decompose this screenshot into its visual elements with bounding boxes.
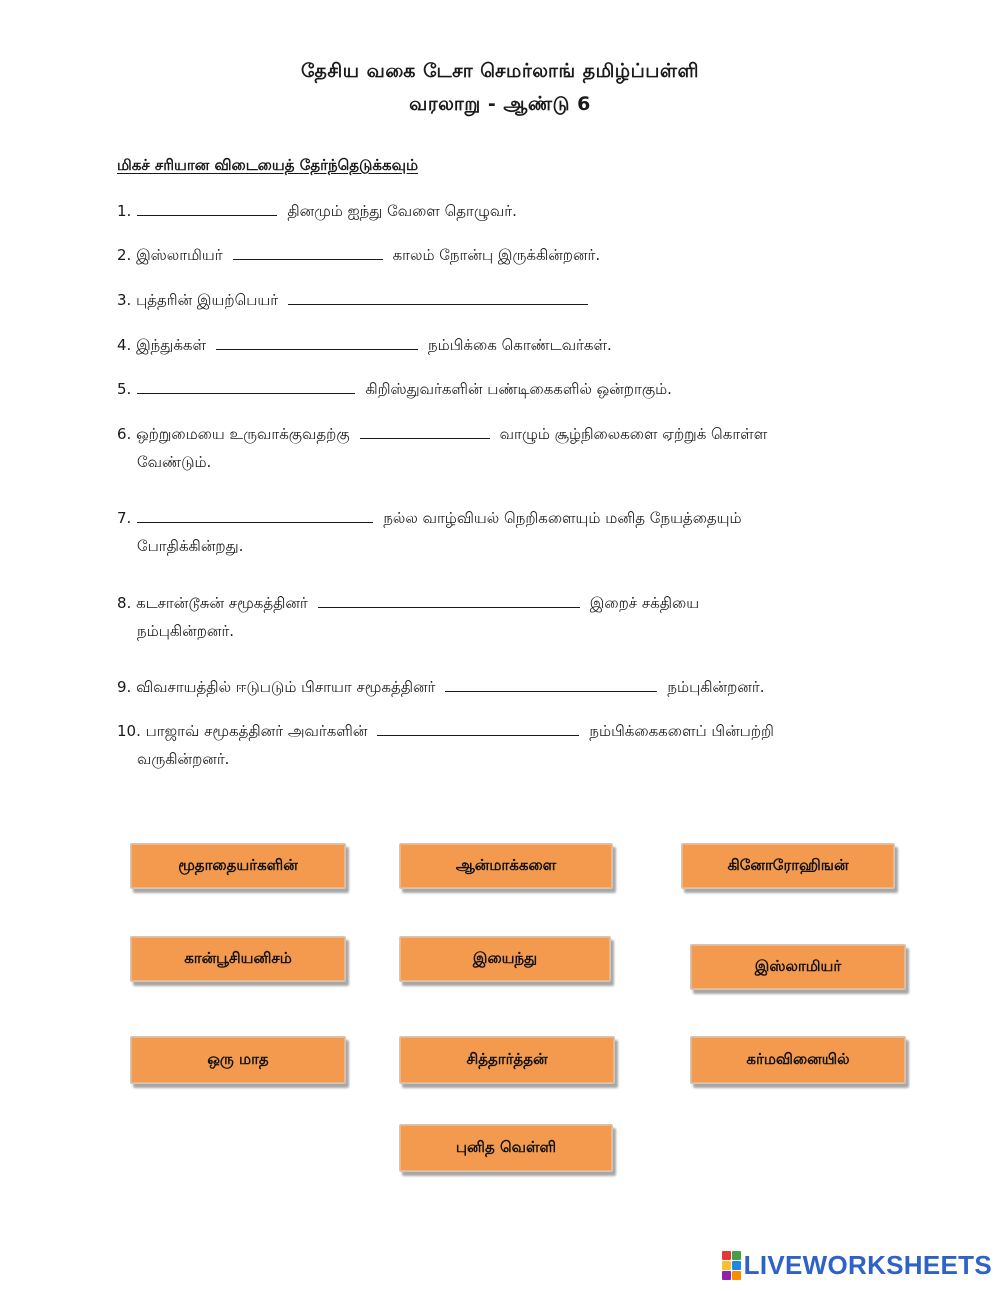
question-3 xyxy=(117,286,598,314)
question-8 xyxy=(117,589,699,645)
question-text-after: நம்பிக்கை கொண்டவர்கள். xyxy=(428,336,612,354)
question-text-before: கடசான்டூசுன் சமூகத்தினர் xyxy=(136,594,308,612)
question-text-before: புத்தரின் இயற்பெயர் xyxy=(136,291,279,309)
answer-blank-8[interactable] xyxy=(318,593,580,608)
question-number: 8. xyxy=(117,594,132,612)
question-text-after: வாழும் சூழ்நிலைகளை ஏற்றுக் கொள்ள xyxy=(499,425,768,443)
option-chip[interactable]: கினோரோஹிஙன் xyxy=(681,843,895,889)
answer-blank-10[interactable] xyxy=(377,721,579,736)
answer-blank-7[interactable] xyxy=(137,508,373,523)
question-10 xyxy=(117,717,774,773)
question-text-before: பாஜாவ் சமூகத்தினர் அவர்களின் xyxy=(145,722,368,740)
question-number: 4. xyxy=(117,336,132,354)
option-chip[interactable]: மூதாதையர்களின் xyxy=(130,843,346,889)
question-text-continued: போதிக்கின்றது. xyxy=(137,537,244,555)
liveworksheets-logo[interactable] xyxy=(722,1250,992,1281)
question-text-after: நல்ல வாழ்வியல் நெறிகளையும் மனித நேயத்தையும் xyxy=(383,509,742,527)
question-number: 2. xyxy=(117,246,132,264)
answer-blank-1[interactable] xyxy=(137,201,277,216)
answer-blank-2[interactable] xyxy=(233,245,383,260)
question-text-continued: வேண்டும். xyxy=(137,453,212,471)
question-7 xyxy=(117,504,742,560)
question-number: 10. xyxy=(117,722,141,740)
question-text-before: இஸ்லாமியர் xyxy=(136,246,223,264)
option-chip[interactable]: கர்மவினையில் xyxy=(690,1036,906,1084)
question-9 xyxy=(117,673,764,701)
answer-blank-4[interactable] xyxy=(216,335,418,350)
answer-blank-6[interactable] xyxy=(360,424,490,439)
question-text-before: விவசாயத்தில் ஈடுபடும் பிசாயா சமூகத்தினர் xyxy=(136,678,436,696)
option-chip[interactable]: சித்தார்த்தன் xyxy=(399,1036,615,1084)
option-chip[interactable]: புனித வெள்ளி xyxy=(399,1124,613,1172)
logo-text: LIVEWORKSHEETS xyxy=(743,1250,992,1280)
question-text-after: நம்பிக்கைகளைப் பின்பற்றி xyxy=(589,722,774,740)
question-6 xyxy=(117,420,767,476)
answer-blank-9[interactable] xyxy=(445,677,657,692)
question-4 xyxy=(117,331,612,359)
question-5 xyxy=(117,375,672,403)
question-number: 1. xyxy=(117,202,132,220)
question-text-after: காலம் நோன்பு இருக்கின்றனர். xyxy=(392,246,601,264)
subject-title: வரலாறு - ஆண்டு 6 xyxy=(409,93,591,115)
question-number: 3. xyxy=(117,291,132,309)
question-text-after: இறைச் சக்தியை xyxy=(589,594,700,612)
question-2 xyxy=(117,241,600,269)
question-text-after: நம்புகின்றனர். xyxy=(667,678,765,696)
option-chip[interactable]: இஸ்லாமியர் xyxy=(690,944,906,990)
answer-blank-5[interactable] xyxy=(137,379,355,394)
answer-blank-3[interactable] xyxy=(288,290,588,305)
instruction: மிகச் சரியான விடையைத் தேர்ந்தெடுக்கவும் xyxy=(117,156,419,174)
option-chip[interactable]: ஒரு மாத xyxy=(130,1036,346,1084)
liveworksheets-logo-icon xyxy=(722,1251,741,1280)
school-title: தேசிய வகை டேசா செமர்லாங் தமிழ்ப்பள்ளி xyxy=(300,60,700,82)
question-text-after: கிறிஸ்துவர்களின் பண்டிகைகளில் ஒன்றாகும். xyxy=(365,380,672,398)
option-chip[interactable]: கான்பூசியனிசம் xyxy=(130,936,346,982)
question-number: 7. xyxy=(117,509,132,527)
option-chip[interactable]: இயைந்து xyxy=(399,936,611,982)
option-chip[interactable]: ஆன்மாக்களை xyxy=(399,843,613,889)
question-number: 9. xyxy=(117,678,132,696)
question-text-continued: வருகின்றனர். xyxy=(137,750,230,768)
question-text-before: இந்துக்கள் xyxy=(136,336,207,354)
question-text-before: ஒற்றுமையை உருவாக்குவதற்கு xyxy=(136,425,350,443)
question-text-continued: நம்புகின்றனர். xyxy=(137,622,235,640)
question-number: 5. xyxy=(117,380,132,398)
question-number: 6. xyxy=(117,425,132,443)
question-1 xyxy=(117,197,517,225)
question-text-after: தினமும் ஐந்து வேளை தொழுவர். xyxy=(287,202,517,220)
